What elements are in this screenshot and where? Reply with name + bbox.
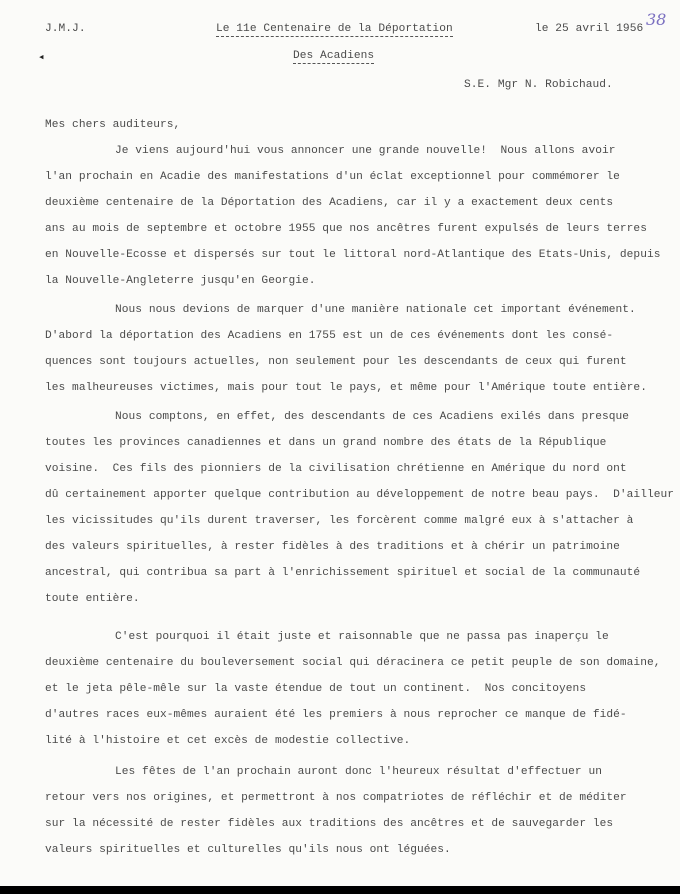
text-line: les malheureuses victimes, mais pour tout le pays, et même pour l'Amérique toute entière.	[45, 382, 647, 394]
text-line: toutes les provinces canadiennes et dans un grand nombre des états de la République	[45, 437, 607, 449]
text-line: C'est pourquoi il était juste et raisonnable que ne passa pas inaperçu le	[115, 631, 609, 643]
text-line: quences sont toujours actuelles, non seulement pour les descendants de ceux qui furent	[45, 356, 627, 368]
text-line: deuxième centenaire de la Déportation des Acadiens, car il y a exactement deux cents	[45, 197, 614, 209]
text-line: Les fêtes de l'an prochain auront donc l'heureux résultat d'effectuer un	[115, 766, 602, 778]
text-line: et le jeta pêle-mêle sur la vaste étendue de tout un continent. Nos concitoyens	[45, 683, 587, 695]
text-line: dû certainement apporter quelque contribution au développement de notre beau pays. D'ailleur	[45, 489, 675, 501]
text-line: d'autres races eux-mêmes auraient été les premiers à nous reprocher ce manque de fidé-	[45, 709, 627, 721]
document-date: le 25 avril 1956	[535, 23, 644, 35]
text-line: valeurs spirituelles et culturelles qu'ils nous ont léguées.	[45, 844, 451, 856]
margin-mark: ◂	[38, 52, 45, 64]
text-line: voisine. Ces fils des pionniers de la civilisation chrétienne en Amérique du nord ont	[45, 463, 627, 475]
text-line: Nous nous devions de marquer d'une manière nationale cet important événement.	[115, 304, 636, 316]
handwritten-page-number: 38	[646, 10, 667, 29]
document-subtitle: Des Acadiens	[293, 50, 375, 62]
text-line: ans au mois de septembre et octobre 1955 que nos ancêtres furent expulsés de leurs terres	[45, 223, 647, 235]
text-line: ancestral, qui contribua sa part à l'enrichissement spirituel et social de la communauté	[45, 567, 641, 579]
document-title: Le 11e Centenaire de la Déportation	[216, 23, 453, 35]
text-line: sur la nécessité de rester fidèles aux traditions des ancêtres et de sauvegarder les	[45, 818, 614, 830]
text-line: des valeurs spirituelles, à rester fidèles à des traditions et à chérir un patrimoine	[45, 541, 620, 553]
text-line: retour vers nos origines, et permettront à nos compatriotes de réfléchir et de méditer	[45, 792, 627, 804]
text-line: Nous comptons, en effet, des descendants de ces Acadiens exilés dans presque	[115, 411, 630, 423]
text-line: l'an prochain en Acadie des manifestations d'un éclat exceptionnel pour commémorer le	[45, 171, 620, 183]
text-line: toute entière.	[45, 593, 140, 605]
text-line: deuxième centenaire du bouleversement social qui déracinera ce petit peuple de son domaine,	[45, 657, 661, 669]
initials: J.M.J.	[45, 23, 86, 35]
salutation: Mes chers auditeurs,	[45, 119, 181, 131]
author: S.E. Mgr N. Robichaud.	[464, 79, 613, 91]
text-line: la Nouvelle-Angleterre jusqu'en Georgie.	[45, 275, 316, 287]
text-line: D'abord la déportation des Acadiens en 1755 est un de ces événements dont les consé-	[45, 330, 614, 342]
text-line: en Nouvelle-Ecosse et dispersés sur tout le littoral nord-Atlantique des Etats-Unis, depuis	[45, 249, 661, 261]
text-line: Je viens aujourd'hui vous annoncer une grande nouvelle! Nous allons avoir	[115, 145, 616, 157]
text-line: lité à l'histoire et cet excès de modestie collective.	[45, 735, 411, 747]
scan-edge	[0, 886, 680, 894]
text-line: les vicissitudes qu'ils durent traverser, les forcèrent comme malgré eux à s'attacher à	[45, 515, 634, 527]
